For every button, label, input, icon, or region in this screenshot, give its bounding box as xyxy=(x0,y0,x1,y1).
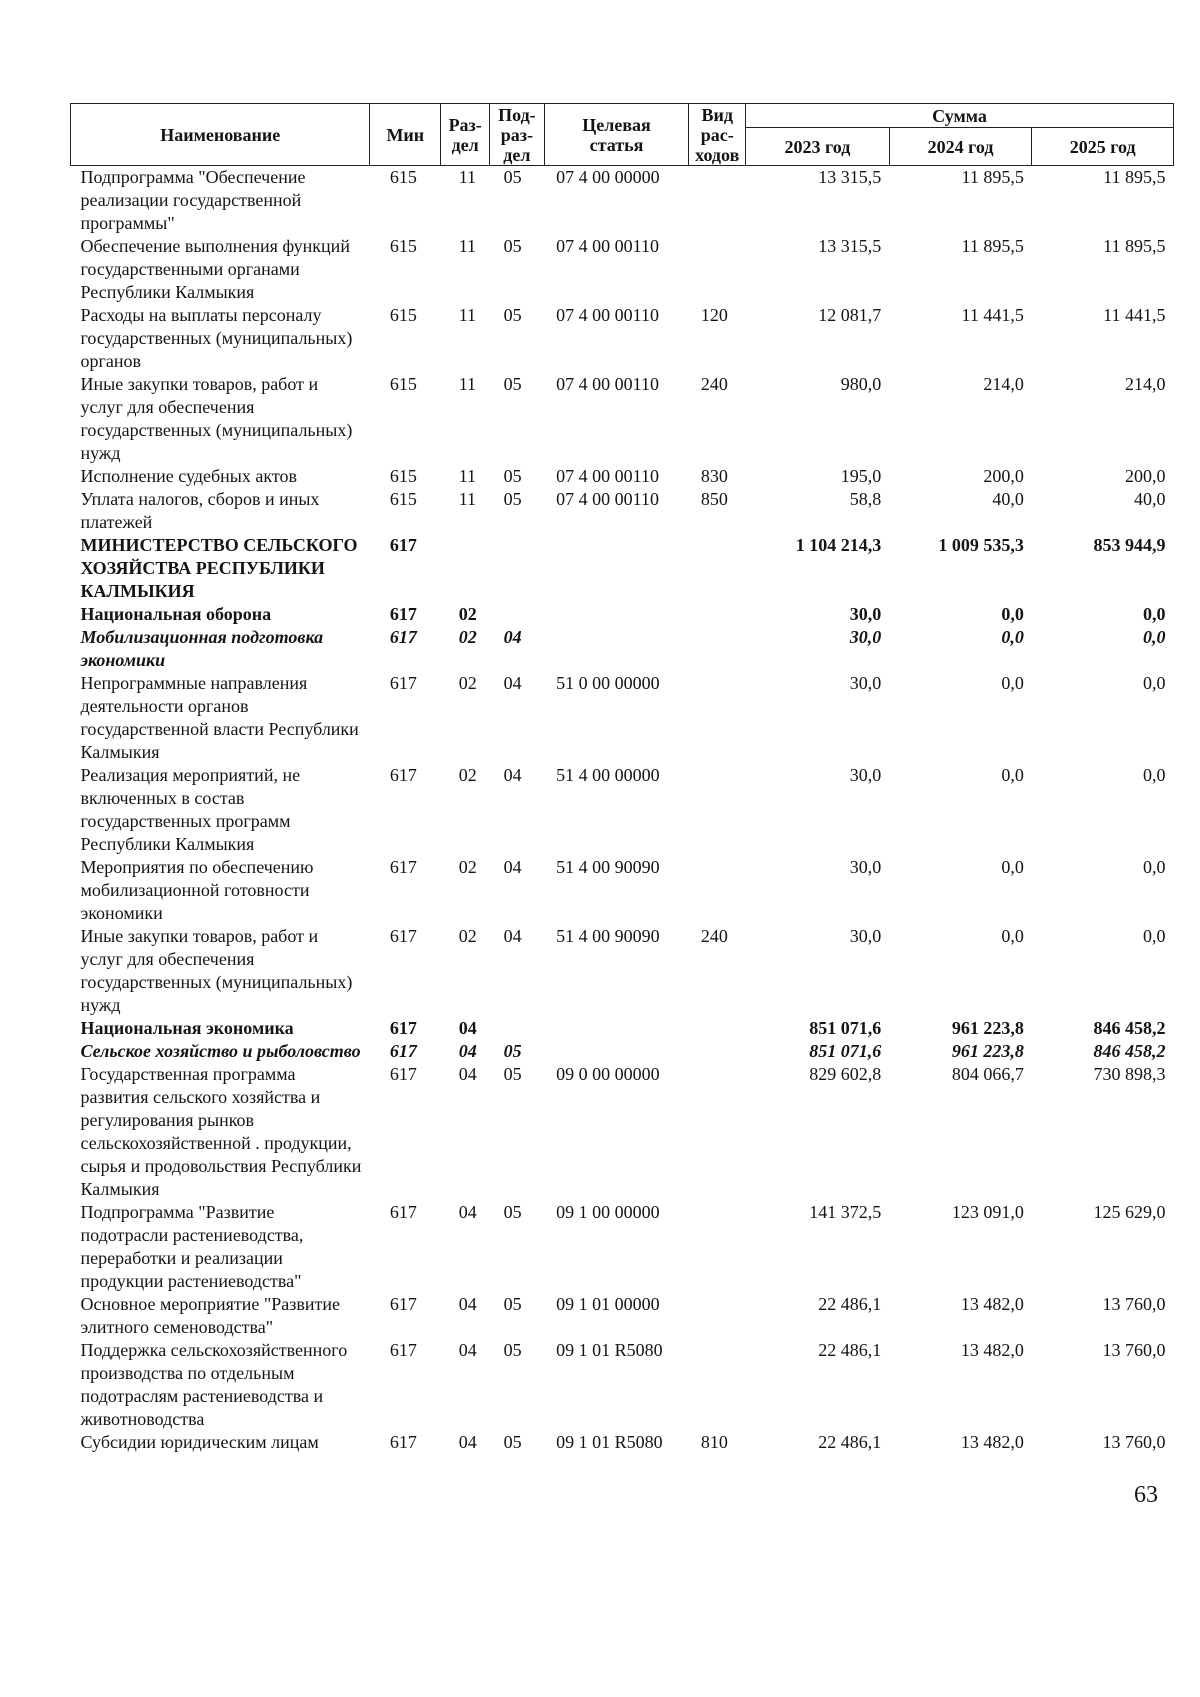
row-vid-rashodov xyxy=(689,1293,746,1339)
row-tselevaya-statya: 07 4 00 00110 xyxy=(556,236,659,256)
table-row xyxy=(71,764,1174,856)
row-min: 617 xyxy=(389,1018,417,1038)
row-podrazdel: 05 xyxy=(503,167,522,187)
row-vid-rashodov xyxy=(689,534,746,603)
row-podrazdel: 05 xyxy=(503,1064,522,1084)
row-tselevaya-statya xyxy=(544,534,689,603)
row-razdel: 02 xyxy=(458,627,477,647)
row-min: 615 xyxy=(389,236,417,256)
row-name: Мобилизационная подготовка экономики xyxy=(80,627,324,670)
row-podrazdel: 05 xyxy=(503,1041,522,1061)
row-vid-rashodov xyxy=(689,672,746,764)
row-sum-2025: 200,0 xyxy=(1125,466,1166,486)
row-min: 617 xyxy=(389,857,417,877)
header-podrazdel: Под- раз- дел xyxy=(490,104,544,166)
table-row xyxy=(71,1017,1174,1040)
row-podrazdel: 04 xyxy=(503,673,522,693)
row-min: 617 xyxy=(389,765,417,785)
row-name: Субсидии юридическим лицам xyxy=(80,1432,319,1452)
row-razdel: 02 xyxy=(458,604,477,624)
row-podrazdel: 05 xyxy=(503,1202,522,1222)
table-row xyxy=(71,235,1174,304)
row-vid-rashodov xyxy=(689,166,746,236)
row-sum-2023: 30,0 xyxy=(849,857,882,877)
row-tselevaya-statya: 51 0 00 00000 xyxy=(556,673,660,693)
header-tselevaya-statya: Целевая статья xyxy=(544,104,689,166)
row-razdel: 04 xyxy=(458,1432,477,1452)
table-header xyxy=(71,104,1174,166)
row-sum-2025: 11 895,5 xyxy=(1103,236,1166,256)
row-min: 617 xyxy=(389,1294,417,1314)
row-tselevaya-statya xyxy=(544,1017,689,1040)
row-sum-2025: 11 441,5 xyxy=(1103,305,1166,325)
row-sum-2023: 30,0 xyxy=(849,765,882,785)
row-podrazdel: 05 xyxy=(503,1294,522,1314)
row-podrazdel xyxy=(490,1017,544,1040)
row-tselevaya-statya: 09 0 00 00000 xyxy=(556,1064,660,1084)
row-podrazdel: 05 xyxy=(503,305,522,325)
table-row xyxy=(71,534,1174,603)
row-vid-rashodov: 240 xyxy=(700,374,728,394)
table-row xyxy=(71,1339,1174,1431)
row-podrazdel: 04 xyxy=(503,926,522,946)
table-row xyxy=(71,373,1174,465)
row-name: Государственная программа развития сельского хозяйства и регулирования рынков сельскохозяйственной . продукции, сырья и продовольствия Республики Калмыкия xyxy=(80,1064,362,1199)
row-name: Подпрограмма "Развитие подотрасли растениеводства, переработки и реализации продукции растениеводства" xyxy=(80,1202,304,1291)
row-razdel: 04 xyxy=(458,1202,477,1222)
row-min: 617 xyxy=(389,1432,417,1452)
row-razdel: 02 xyxy=(458,926,477,946)
row-sum-2023: 195,0 xyxy=(840,466,882,486)
row-sum-2023: 13 315,5 xyxy=(818,167,882,187)
row-podrazdel: 04 xyxy=(503,765,522,785)
row-vid-rashodov xyxy=(689,603,746,626)
row-name: Исполнение судебных актов xyxy=(80,466,298,486)
table-row xyxy=(71,1040,1174,1063)
row-podrazdel: 05 xyxy=(503,489,522,509)
table-row xyxy=(71,1431,1174,1454)
header-vid-rashodov: Вид рас- ходов xyxy=(689,104,746,166)
row-name: Непрограммные направления деятельности органов государственной власти Республики Калмыкия xyxy=(80,673,359,762)
row-sum-2024: 11 895,5 xyxy=(961,167,1024,187)
row-sum-2023: 141 372,5 xyxy=(809,1202,882,1222)
table-row xyxy=(71,856,1174,925)
row-sum-2024: 11 895,5 xyxy=(961,236,1024,256)
row-podrazdel: 04 xyxy=(503,857,522,877)
row-sum-2024: 13 482,0 xyxy=(960,1294,1024,1314)
row-name: Реализация мероприятий, не включенных в состав государственных программ Республики Калмыкия xyxy=(80,765,301,854)
row-sum-2025: 0,0 xyxy=(1143,604,1166,624)
row-razdel: 11 xyxy=(458,167,477,187)
row-razdel: 04 xyxy=(458,1294,477,1314)
row-vid-rashodov xyxy=(689,1017,746,1040)
row-min: 615 xyxy=(389,305,417,325)
row-sum-2025: 846 458,2 xyxy=(1093,1041,1166,1061)
row-tselevaya-statya xyxy=(544,626,689,672)
row-sum-2024: 0,0 xyxy=(1001,926,1024,946)
row-razdel xyxy=(441,534,490,603)
row-tselevaya-statya: 09 1 01 R5080 xyxy=(556,1432,663,1452)
row-min: 617 xyxy=(389,627,417,647)
row-podrazdel xyxy=(490,534,544,603)
row-sum-2024: 961 223,8 xyxy=(951,1018,1024,1038)
row-vid-rashodov xyxy=(689,856,746,925)
row-name: Национальная оборона xyxy=(80,604,272,624)
table-row xyxy=(71,925,1174,1017)
row-tselevaya-statya: 07 4 00 00110 xyxy=(556,489,659,509)
row-sum-2023: 30,0 xyxy=(849,926,882,946)
row-vid-rashodov xyxy=(689,626,746,672)
row-sum-2023: 30,0 xyxy=(849,627,882,647)
row-podrazdel: 05 xyxy=(503,1340,522,1360)
table-row xyxy=(71,626,1174,672)
row-sum-2024: 1 009 535,3 xyxy=(938,535,1024,555)
table-row xyxy=(71,488,1174,534)
row-podrazdel: 05 xyxy=(503,1432,522,1452)
row-min: 617 xyxy=(389,604,417,624)
row-sum-2024: 214,0 xyxy=(983,374,1024,394)
row-min: 617 xyxy=(389,1340,417,1360)
row-sum-2025: 853 944,9 xyxy=(1093,535,1166,555)
row-sum-2025: 0,0 xyxy=(1143,926,1166,946)
row-tselevaya-statya: 07 4 00 00000 xyxy=(556,167,660,187)
row-tselevaya-statya: 51 4 00 00000 xyxy=(556,765,660,785)
header-razdel: Раз- дел xyxy=(441,104,490,166)
row-razdel: 04 xyxy=(458,1064,477,1084)
row-razdel: 02 xyxy=(458,765,477,785)
row-min: 617 xyxy=(389,926,417,946)
header-2025: 2025 год xyxy=(1032,128,1174,166)
row-sum-2025: 13 760,0 xyxy=(1102,1294,1166,1314)
row-tselevaya-statya xyxy=(544,1040,689,1063)
table-row xyxy=(71,1201,1174,1293)
header-name: Наименование xyxy=(71,104,370,166)
row-sum-2025: 125 629,0 xyxy=(1093,1202,1166,1222)
row-sum-2023: 22 486,1 xyxy=(818,1294,882,1314)
row-sum-2025: 846 458,2 xyxy=(1093,1018,1166,1038)
header-min: Мин xyxy=(370,104,441,166)
row-vid-rashodov xyxy=(689,1339,746,1431)
row-tselevaya-statya: 07 4 00 00110 xyxy=(556,305,659,325)
row-sum-2024: 0,0 xyxy=(1001,857,1024,877)
row-vid-rashodov xyxy=(689,1201,746,1293)
row-razdel: 02 xyxy=(458,673,477,693)
row-name: Основное мероприятие "Развитие элитного семеноводства" xyxy=(80,1294,340,1337)
row-razdel: 11 xyxy=(458,489,477,509)
row-razdel: 04 xyxy=(458,1041,477,1061)
row-sum-2023: 58,8 xyxy=(849,489,882,509)
row-min: 617 xyxy=(389,673,417,693)
row-name: Поддержка сельскохозяйственного производства по отдельным подотраслям растениеводства и животноводства xyxy=(80,1340,348,1429)
row-tselevaya-statya: 07 4 00 00110 xyxy=(556,374,659,394)
row-vid-rashodov: 810 xyxy=(700,1432,728,1452)
row-vid-rashodov: 830 xyxy=(700,466,728,486)
row-tselevaya-statya xyxy=(544,603,689,626)
row-sum-2023: 13 315,5 xyxy=(818,236,882,256)
row-sum-2025: 0,0 xyxy=(1143,627,1166,647)
row-min: 615 xyxy=(389,466,417,486)
row-sum-2024: 804 066,7 xyxy=(951,1064,1024,1084)
row-name: Национальная экономика xyxy=(80,1018,294,1038)
row-name: Обеспечение выполнения функций государственными органами Республики Калмыкия xyxy=(80,236,350,302)
row-name: Расходы на выплаты персоналу государственных (муниципальных) органов xyxy=(80,305,353,371)
header-2023: 2023 год xyxy=(746,128,890,166)
table-body xyxy=(71,166,1174,1455)
row-name: Подпрограмма "Обеспечение реализации государственной программы" xyxy=(80,167,306,233)
row-sum-2025: 13 760,0 xyxy=(1102,1340,1166,1360)
row-sum-2023: 22 486,1 xyxy=(818,1432,882,1452)
row-razdel: 11 xyxy=(458,466,477,486)
row-razdel: 11 xyxy=(458,236,477,256)
table-row xyxy=(71,672,1174,764)
row-sum-2025: 40,0 xyxy=(1134,489,1166,509)
row-vid-rashodov xyxy=(689,235,746,304)
row-sum-2024: 0,0 xyxy=(1001,673,1024,693)
row-vid-rashodov: 850 xyxy=(700,489,728,509)
row-razdel: 04 xyxy=(458,1018,477,1038)
table-row xyxy=(71,465,1174,488)
row-sum-2024: 0,0 xyxy=(1001,604,1024,624)
row-sum-2025: 0,0 xyxy=(1143,857,1166,877)
row-sum-2023: 980,0 xyxy=(840,374,882,394)
row-razdel: 02 xyxy=(458,857,477,877)
row-tselevaya-statya: 09 1 01 00000 xyxy=(556,1294,660,1314)
row-razdel: 11 xyxy=(458,305,477,325)
row-sum-2025: 214,0 xyxy=(1125,374,1166,394)
row-tselevaya-statya: 09 1 00 00000 xyxy=(556,1202,660,1222)
row-sum-2025: 13 760,0 xyxy=(1102,1432,1166,1452)
row-sum-2025: 730 898,3 xyxy=(1093,1064,1166,1084)
row-podrazdel: 04 xyxy=(503,627,522,647)
row-sum-2023: 1 104 214,3 xyxy=(795,535,882,555)
row-min: 617 xyxy=(389,1041,417,1061)
row-podrazdel: 05 xyxy=(503,374,522,394)
row-tselevaya-statya: 07 4 00 00110 xyxy=(556,466,659,486)
row-sum-2024: 961 223,8 xyxy=(951,1041,1024,1061)
row-name: Мероприятия по обеспечению мобилизационной готовности экономики xyxy=(80,857,314,923)
row-podrazdel: 05 xyxy=(503,236,522,256)
row-sum-2024: 11 441,5 xyxy=(961,305,1024,325)
row-tselevaya-statya: 09 1 01 R5080 xyxy=(556,1340,663,1360)
row-sum-2024: 200,0 xyxy=(983,466,1024,486)
row-sum-2024: 123 091,0 xyxy=(951,1202,1024,1222)
row-min: 617 xyxy=(389,535,417,555)
row-sum-2023: 851 071,6 xyxy=(809,1018,882,1038)
row-razdel: 04 xyxy=(458,1340,477,1360)
header-2024: 2024 год xyxy=(889,128,1032,166)
table-row xyxy=(71,1293,1174,1339)
row-sum-2023: 851 071,6 xyxy=(809,1041,882,1061)
row-sum-2023: 22 486,1 xyxy=(818,1340,882,1360)
page-number: 63 xyxy=(1134,1482,1158,1508)
row-name: Сельское хозяйство и рыболовство xyxy=(80,1041,361,1061)
row-sum-2023: 12 081,7 xyxy=(818,305,882,325)
row-razdel: 11 xyxy=(458,374,477,394)
row-podrazdel: 05 xyxy=(503,466,522,486)
row-min: 615 xyxy=(389,489,417,509)
row-podrazdel xyxy=(490,603,544,626)
row-sum-2024: 13 482,0 xyxy=(960,1432,1024,1452)
row-vid-rashodov: 120 xyxy=(700,305,728,325)
row-sum-2024: 40,0 xyxy=(992,489,1024,509)
row-vid-rashodov xyxy=(689,764,746,856)
header-summa: Сумма xyxy=(746,104,1174,128)
row-sum-2025: 11 895,5 xyxy=(1103,167,1166,187)
table-row xyxy=(71,1063,1174,1201)
row-sum-2023: 30,0 xyxy=(849,673,882,693)
row-name: МИНИСТЕРСТВО СЕЛЬСКОГО ХОЗЯЙСТВА РЕСПУБЛИКИ КАЛМЫКИЯ xyxy=(80,535,358,601)
row-tselevaya-statya: 51 4 00 90090 xyxy=(556,857,660,877)
row-sum-2024: 13 482,0 xyxy=(960,1340,1024,1360)
row-name: Иные закупки товаров, работ и услуг для обеспечения государственных (муниципальных) нужд xyxy=(80,374,353,463)
row-sum-2023: 30,0 xyxy=(849,604,882,624)
row-vid-rashodov: 240 xyxy=(700,926,728,946)
row-sum-2024: 0,0 xyxy=(1001,765,1024,785)
row-sum-2024: 0,0 xyxy=(1001,627,1024,647)
row-vid-rashodov xyxy=(689,1040,746,1063)
row-vid-rashodov xyxy=(689,1063,746,1201)
table-row xyxy=(71,304,1174,373)
row-tselevaya-statya: 51 4 00 90090 xyxy=(556,926,660,946)
row-min: 615 xyxy=(389,374,417,394)
table-row xyxy=(71,603,1174,626)
row-sum-2025: 0,0 xyxy=(1143,765,1166,785)
row-name: Иные закупки товаров, работ и услуг для обеспечения государственных (муниципальных) нужд xyxy=(80,926,353,1015)
row-sum-2025: 0,0 xyxy=(1143,673,1166,693)
row-min: 615 xyxy=(389,167,417,187)
row-min: 617 xyxy=(389,1064,417,1084)
budget-table xyxy=(70,103,1174,1454)
row-sum-2023: 829 602,8 xyxy=(809,1064,882,1084)
table-row xyxy=(71,166,1174,236)
row-name: Уплата налогов, сборов и иных платежей xyxy=(80,489,320,532)
row-min: 617 xyxy=(389,1202,417,1222)
